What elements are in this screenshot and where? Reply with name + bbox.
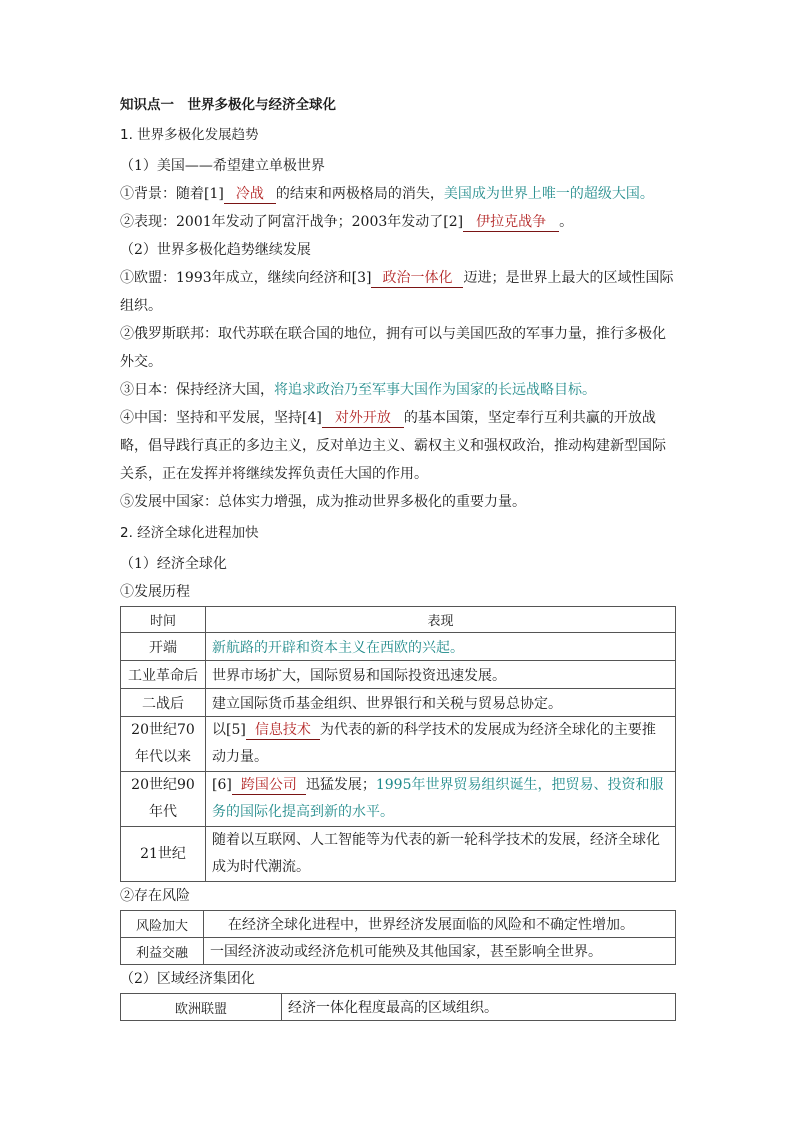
background-line	[120, 180, 676, 208]
blank-5: 信息技术	[246, 721, 320, 740]
table-row	[121, 661, 676, 689]
row-desc	[206, 717, 676, 772]
blank-3: 政治一体化	[371, 269, 463, 288]
region-table	[120, 993, 676, 1021]
blank-4: 对外开放	[322, 409, 404, 428]
history-title: ①发展历程	[120, 584, 190, 600]
china-line	[120, 404, 676, 488]
table-row	[121, 633, 676, 661]
history-table	[120, 606, 676, 882]
text: 迈进；是世界上最大的区域性国际组织。	[120, 270, 674, 314]
table-row	[121, 772, 676, 827]
row-time: 20世纪70年代以来	[121, 717, 206, 772]
eu-line	[120, 264, 676, 320]
row-time: 21世纪	[121, 827, 206, 882]
col-desc-header: 表现	[206, 607, 676, 633]
text: ③日本：保持经济大国，	[120, 382, 274, 398]
region-value: 经济一体化程度最高的区域组织。	[282, 994, 676, 1021]
row-desc: 建立国际货币基金组织、世界银行和关税与贸易总协定。	[206, 689, 676, 717]
highlight-text: 将追求政治乃至军事大国作为国家的长远战略目标。	[274, 382, 596, 398]
text: ①欧盟：1993年成立，继续向经济和[3]	[120, 270, 372, 286]
risk-value: 一国经济波动或经济危机可能殃及其他国家，甚至影响全世界。	[204, 938, 676, 965]
table-row	[121, 827, 676, 882]
japan-line	[120, 376, 676, 404]
row-time: 工业革命后	[121, 661, 206, 689]
blank-6: 跨国公司	[232, 776, 306, 795]
row-desc: 新航路的开辟和资本主义在西欧的兴起。	[206, 633, 676, 661]
table-row	[121, 994, 676, 1021]
globalization-title: （1）经济全球化	[120, 556, 227, 572]
russia-line: ②俄罗斯联邦：取代苏联在联合国的地位，拥有可以与美国匹敌的军事力量，推行多极化外交。	[120, 326, 666, 370]
text: 为代表的新的科学技术的发展成为经济全球化的主要推动力量。	[212, 722, 656, 765]
row-desc: 随着以互联网、人工智能等为代表的新一轮科学技术的发展，经济全球化成为时代潮流。	[206, 827, 676, 882]
text: ①背景：随着[1]	[120, 186, 224, 202]
risk-key: 利益交融	[121, 938, 204, 965]
highlight-text: 1995年世界贸易组织诞生，把贸易、投资和服务的国际化提高到新的水平。	[212, 777, 664, 820]
table-row	[121, 938, 676, 965]
risk-title: ②存在风险	[120, 888, 190, 904]
text: 的基本国策，坚定奉行互利共赢的开放战略，倡导践行真正的多边主义，反对单边主义、霸权主义和强权政治，推动构建新型国际关系，正在发挥并将继续发挥负责任大国的作用。	[120, 410, 666, 482]
row-time: 开端	[121, 633, 206, 661]
risk-key: 风险加大	[121, 911, 204, 938]
performance-line	[120, 208, 676, 236]
us-title: （1）美国——希望建立单极世界	[120, 158, 325, 174]
text: 迅猛发展；	[305, 777, 376, 793]
developing-line: ⑤发展中国家：总体实力增强，成为推动世界多极化的重要力量。	[120, 494, 526, 510]
row-desc: 世界市场扩大，国际贸易和国际投资迅速发展。	[206, 661, 676, 689]
text: 以[5]	[212, 722, 246, 738]
table-row	[121, 717, 676, 772]
row-desc	[206, 772, 676, 827]
col-time-header: 时间	[121, 607, 206, 633]
text: 。	[559, 214, 574, 230]
table-header-row	[121, 607, 676, 633]
table-row	[121, 689, 676, 717]
section-2-title: 2. 经济全球化进程加快	[120, 525, 259, 541]
region-key: 欧洲联盟	[121, 994, 282, 1021]
document-page	[120, 92, 676, 1021]
text: 的结束和两极格局的消失，	[275, 186, 444, 202]
knowledge-point-heading: 知识点一 世界多极化与经济全球化	[120, 97, 336, 113]
section-1-title: 1. 世界多极化发展趋势	[120, 127, 259, 143]
blank-2: 伊拉克战争	[463, 213, 559, 232]
region-title: （2）区域经济集团化	[120, 971, 255, 987]
risk-table	[120, 910, 676, 965]
blank-1: 冷战	[224, 185, 276, 204]
text: ②表现：2001年发动了阿富汗战争；2003年发动了[2]	[120, 214, 464, 230]
text: [6]	[212, 777, 232, 793]
row-time: 二战后	[121, 689, 206, 717]
multipolar-title: （2）世界多极化趋势继续发展	[120, 242, 311, 258]
highlight-text: 美国成为世界上唯一的超级大国。	[443, 186, 654, 202]
row-time: 20世纪90年代	[121, 772, 206, 827]
text: ④中国：坚持和平发展，坚持[4]	[120, 410, 322, 426]
risk-value: 在经济全球化进程中，世界经济发展面临的风险和不确定性增加。	[204, 911, 676, 938]
table-row	[121, 911, 676, 938]
